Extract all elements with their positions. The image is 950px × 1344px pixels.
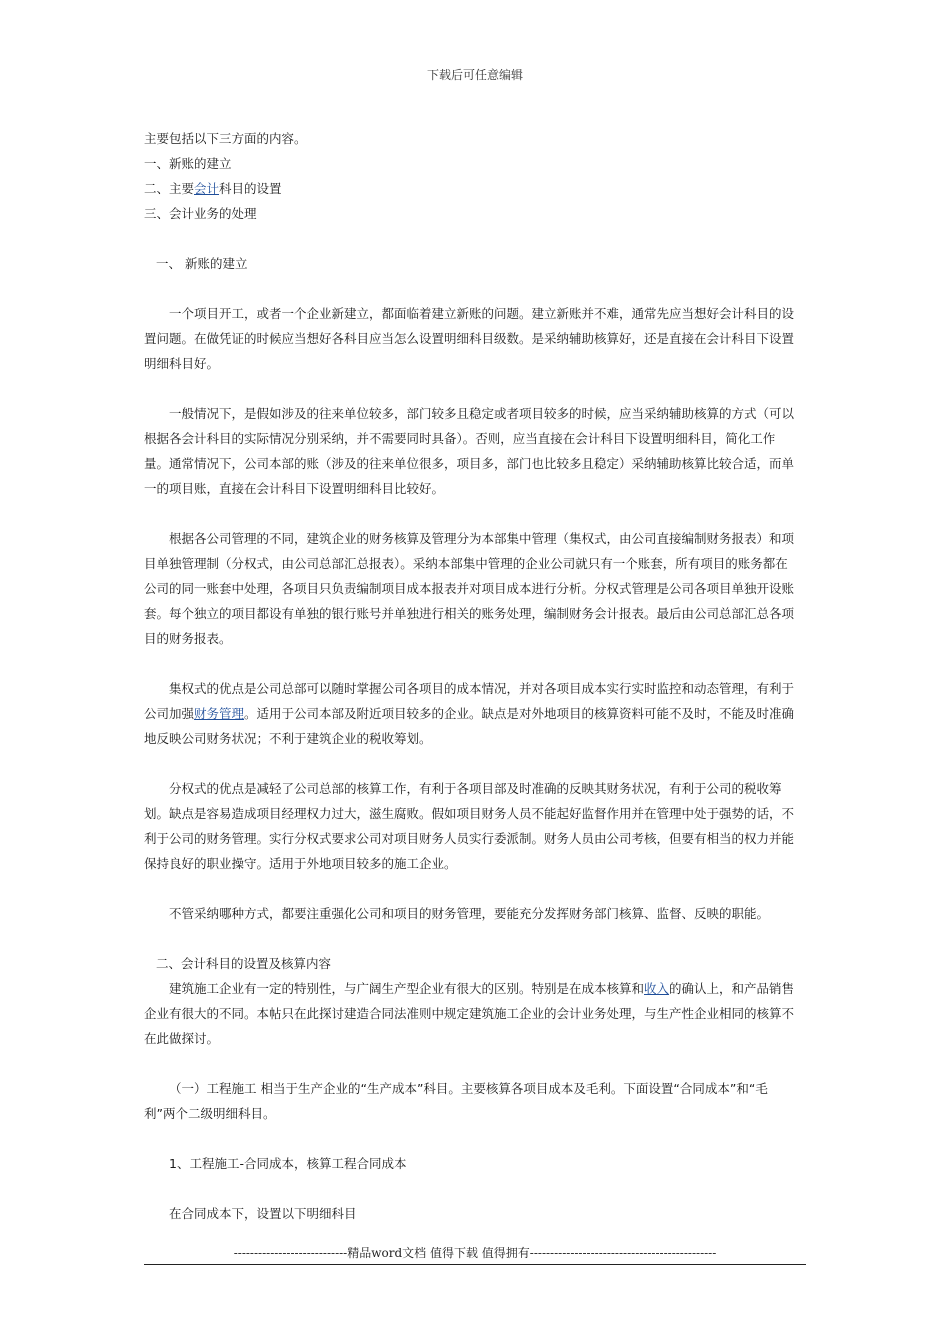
intro-item-2-post: 科目的设置 (219, 181, 282, 196)
page-footer: ----------------------------精品word文档 值得下载 值得拥有---------------------------------------------- (233, 1246, 717, 1260)
footer-divider (144, 1264, 806, 1265)
kuaiji-link[interactable]: 会计 (194, 181, 220, 196)
section1-paragraph-6: 不管采纳哪种方式，都要注重强化公司和项目的财务管理，要能充分发挥财务部门核算、监督、反映的职能。 (169, 906, 770, 921)
section2-paragraph-3: 1、工程施工-合同成本，核算工程合同成本 (169, 1156, 407, 1171)
shouru-link[interactable]: 收入 (644, 981, 670, 996)
section1-heading: 一、 新账的建立 (156, 256, 248, 271)
section1-paragraph-4-post: 。适用于公司本部及附近项目较多的企业。缺点是对外地项目的核算资料可能不及时，不能及时准确地反映公司财务状况；不利于建筑企业的税收筹划。 (144, 706, 795, 746)
section2-paragraph-1 (144, 976, 796, 1051)
section1-paragraph-2: 一般情况下，是假如涉及的往来单位较多，部门较多且稳定或者项目较多的时候，应当采纳辅助核算的方式（可以根据各会计科目的实际情况分别采纳，并不需要同时具备）。否则，应当直接在会计科目下设置明细科目，简化工作量。通常情况下，公司本部的账（涉及的往来单位很多，项目多，部门也比较多且稳定）采纳辅助核算比较合适，而单一的项目账，直接在会计科目下设置明细科目比较好。 (144, 406, 795, 496)
section1-paragraph-3: 根据各公司管理的不同，建筑企业的财务核算及管理分为本部集中管理（集权式，由公司直接编制财务报表）和项目单独管理制（分权式，由公司总部汇总报表）。采纳本部集中管理的企业公司就只有一个账套，所有项目的账务都在公司的同一账套中处理，各项目只负责编制项目成本报表并对项目成本进行分析。分权式管理是公司各项目单独开设账套。每个独立的项目都设有单独的银行账号并单独进行相关的账务处理，编制财务会计报表。最后由公司总部汇总各项目的财务报表。 (144, 531, 795, 646)
intro-line: 主要包括以下三方面的内容。 (144, 131, 307, 146)
page-header: 下载后可任意编辑 (426, 68, 523, 82)
caiwu-guanli-link[interactable]: 财务管理 (194, 706, 245, 721)
section2-heading: 二、会计科目的设置及核算内容 (156, 956, 332, 971)
intro-item-2 (144, 176, 796, 201)
intro-item-1: 一、新账的建立 (144, 156, 232, 171)
section1-paragraph-4-pre: 集权式的优点是公司总部可以随时掌握公司各项目的成本情况，并对各项目成本实行实时监控和动态管理，有利于公司加强 (144, 681, 795, 721)
section2-paragraph-1-post: 的确认上，和产品销售企业有很大的不同。本帖只在此探讨建造合同法准则中规定建筑施工企业的会计业务处理，与生产性企业相同的核算不在此做探讨。 (144, 981, 795, 1046)
section1-paragraph-1: 一个项目开工，或者一个企业新建立，都面临着建立新账的问题。建立新账并不难，通常先应当想好会计科目的设置问题。在做凭证的时候应当想好各科目应当怎么设置明细科目级数。是采纳辅助核算好，还是直接在会计科目下设置明细科目好。 (144, 306, 795, 371)
section2-paragraph-2: （一）工程施工 相当于生产企业的“生产成本”科目。主要核算各项目成本及毛利。下面设置“合同成本”和“毛利”两个二级明细科目。 (144, 1081, 768, 1121)
document-body (144, 126, 796, 1226)
section2-paragraph-4: 在合同成本下，设置以下明细科目 (169, 1206, 357, 1221)
section1-paragraph-5: 分权式的优点是减轻了公司总部的核算工作，有利于各项目部及时准确的反映其财务状况，有利于公司的税收筹划。缺点是容易造成项目经理权力过大，滋生腐败。假如项目财务人员不能起好监督作用并在管理中处于强势的话，不利于公司的财务管理。实行分权式要求公司对项目财务人员实行委派制。财务人员由公司考核，但要有相当的权力并能保持良好的职业操守。适用于外地项目较多的施工企业。 (144, 781, 795, 871)
intro-item-2-pre: 二、主要 (144, 181, 195, 196)
section2-paragraph-1-pre: 建筑施工企业有一定的特别性，与广阔生产型企业有很大的区别。特别是在成本核算和 (169, 981, 645, 996)
intro-item-3: 三、会计业务的处理 (144, 206, 257, 221)
section1-paragraph-4 (144, 676, 796, 751)
